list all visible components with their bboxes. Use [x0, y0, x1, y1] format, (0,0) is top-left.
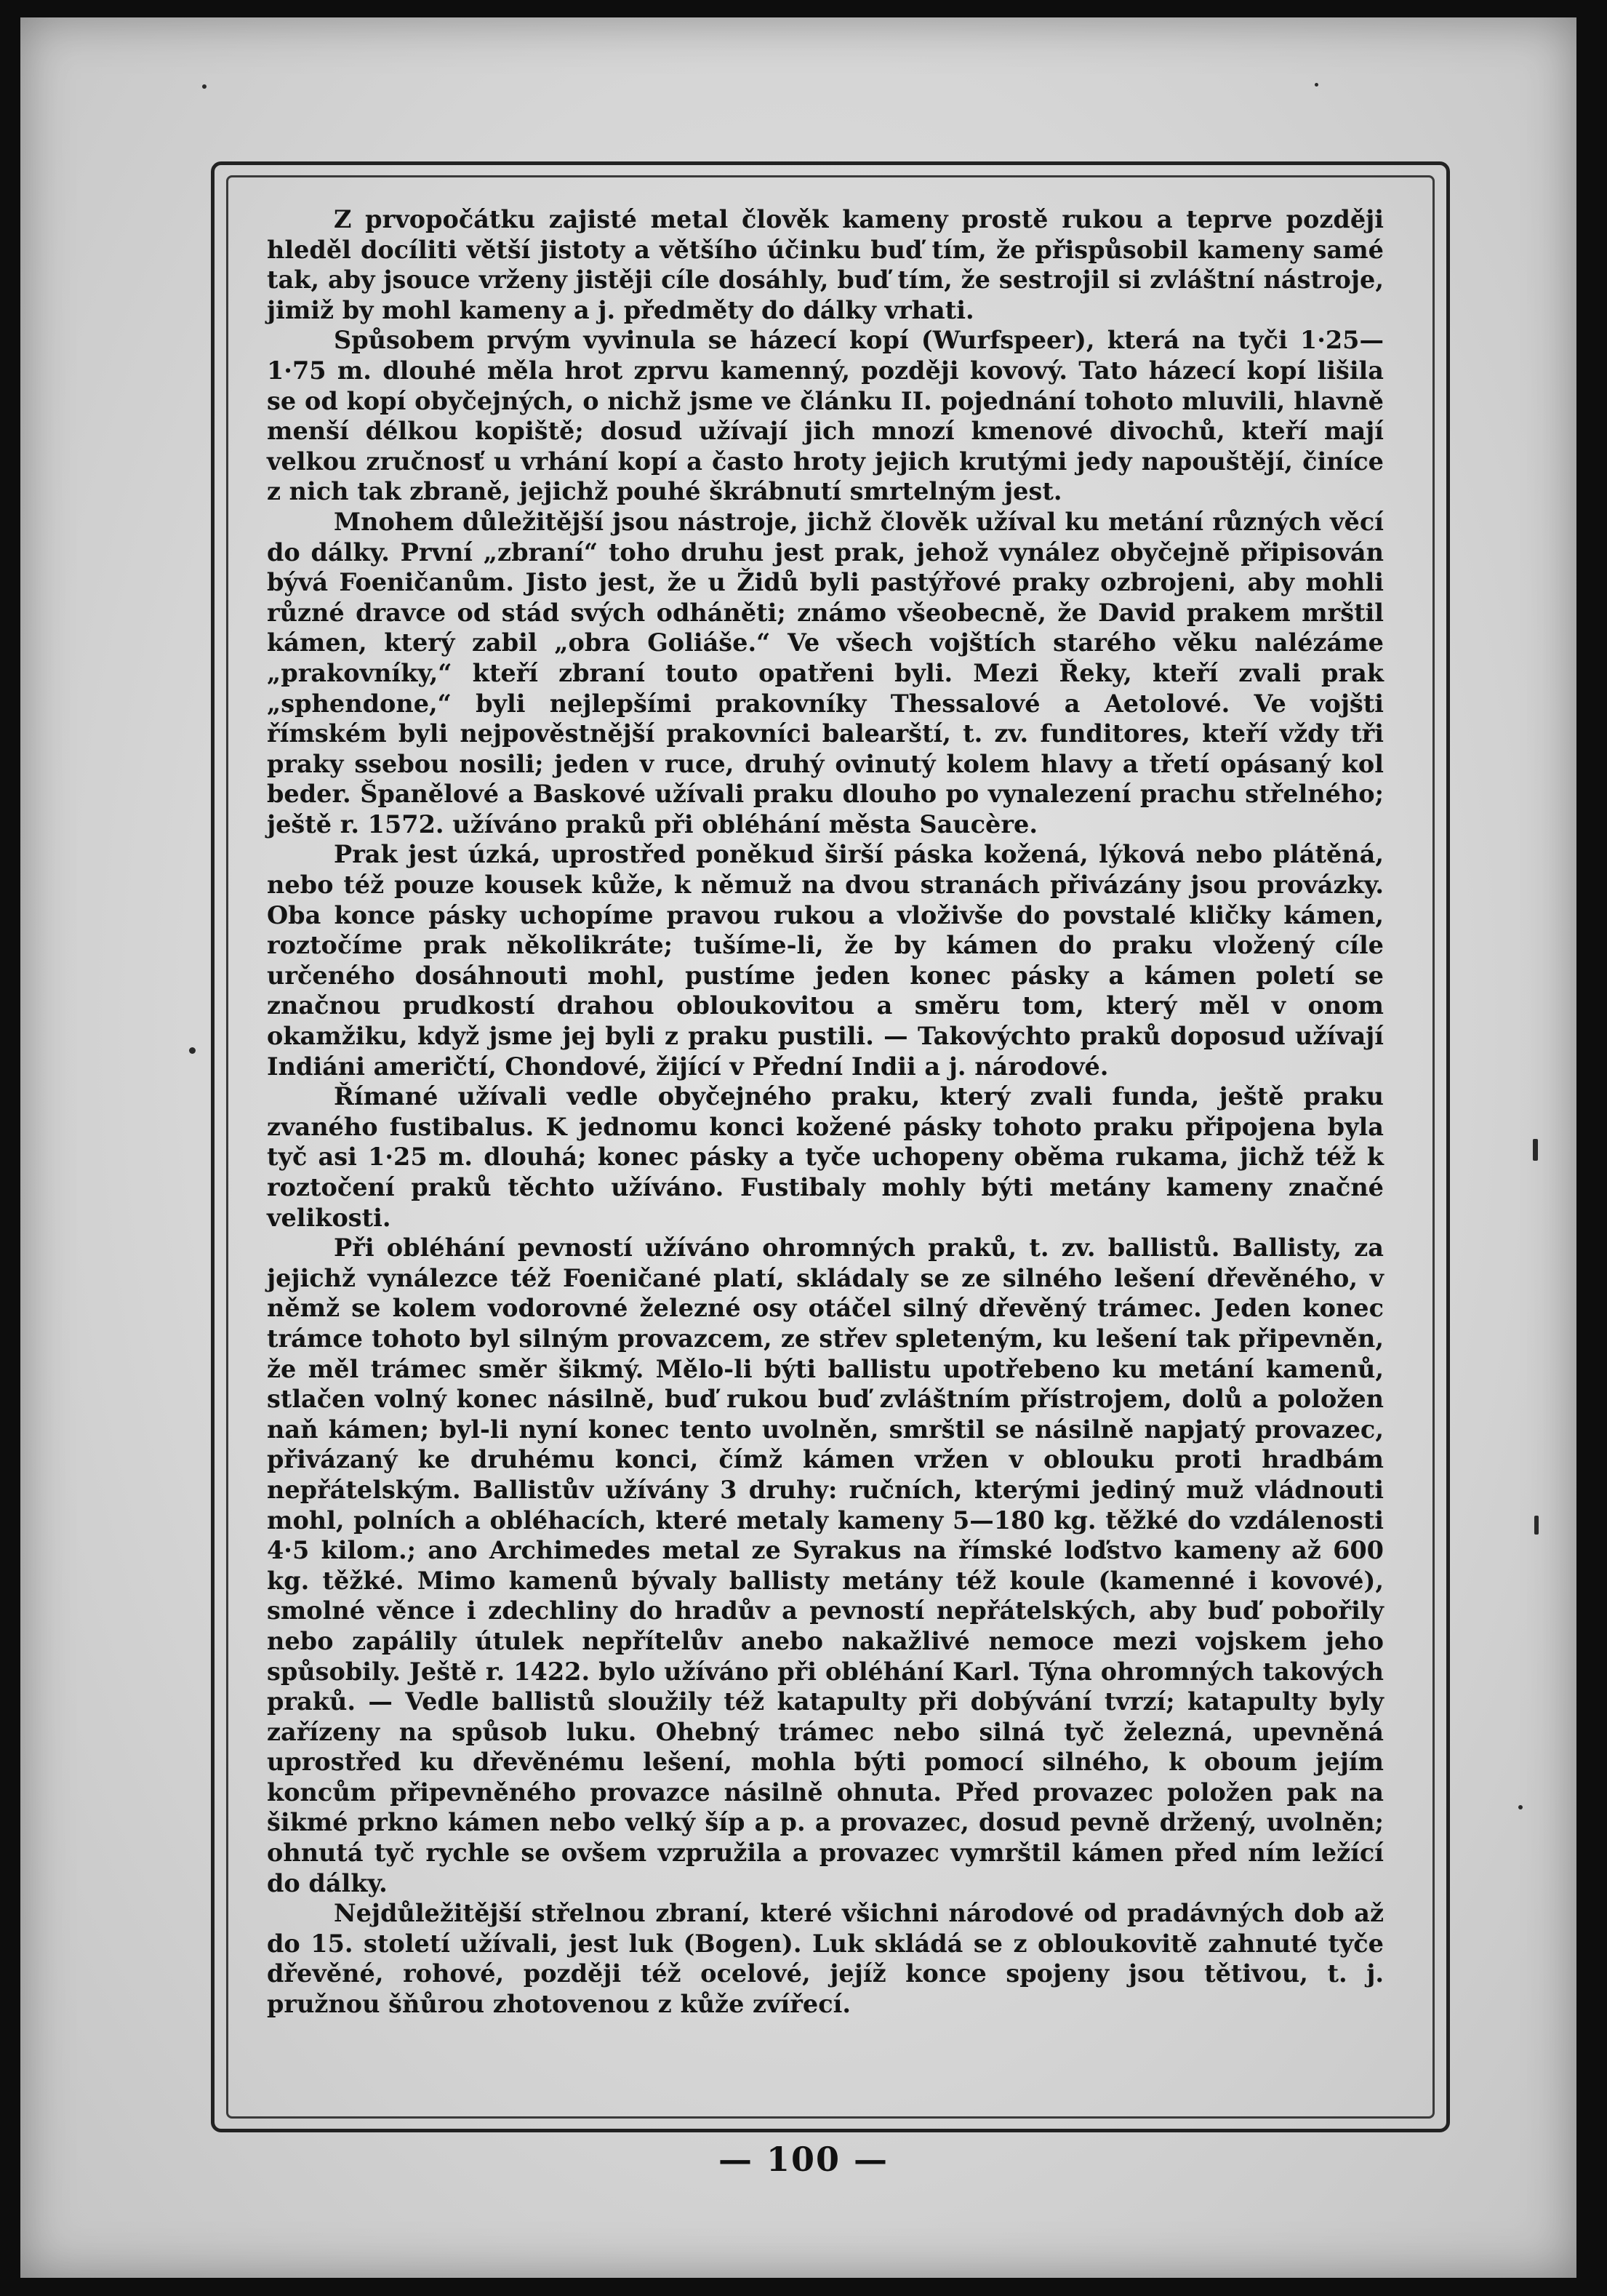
ornamental-frame [211, 161, 1450, 2132]
paragraph: Při obléhání pevností užíváno ohromných praků, t. zv. ballistů. Ballisty, za jejichž vynálezce též Foeničané platí, skládaly se ze silného lešení dřevěného, v němž se kolem vodorovné železné osy otáčel silný dřevěný trámec. Jeden konec trámce tohoto byl silným provazcem, ze střev spleteným, ku lešení tak připevněn, že měl trámec směr šikmý. Mělo-li býti ballistu upotřebeno ku metání kamenů, stlačen volný konec násilně, buď rukou buď zvláštním přístrojem, dolů a položen naň kámen; byl-li nyní konec tento uvolněn, smrštil se násilně napjatý provazec, přivázaný ke druhému konci, čímž kámen vržen v oblouku proti hradbám nepřátelským. Ballistův užívány 3 druhy: ručních, kterými jediný muž vládnouti mohl, polních a obléhacích, které metaly kameny 5—180 kg. těžké do vzdálenosti 4·5 kilom.; ano Archimedes metal ze Syrakus na římské loďstvo kameny až 600 kg. těžké. Mimo kamenů bývaly ballisty metány též koule (kamenné i kovové), smolné věnce i zdechliny do hradův a pevností nepřátelských, aby buď pobořily nebo zapálily útulek nepřítelův anebo nakažlivé nemoce mezi vojskem jeho spůsobily. Ještě r. 1422. bylo užíváno při obléhání Karl. Týna ohromných takových praků. — Vedle ballistů sloužily též katapulty při dobývání tvrzí; katapulty byly zařízeny na spůsob luku. Ohebný trámec nebo silná tyč železná, upevněná uprostřed ku dřevěnému lešení, mohla býti pomocí silného, k oboum jejím koncům připevněného provazce násilně ohnuta. Před provazec položen pak na šikmé prkno kámen nebo velký šíp a p. a provazec, dosud pevně držený, uvolněn; ohnutá tyč rychle se ovšem vzpružila a provazec vymrštil kámen před ním ležící do dálky. [267, 1233, 1384, 1897]
page-number: — 100 — [718, 2140, 889, 2179]
paragraph: Spůsobem prvým vyvinula se házecí kopí (Wurfspeer), která na tyči 1·25—1·75 m. dlouhé měla hrot zprvu kamenný, později kovový. Tato házecí kopí lišila se od kopí obyčejných, o nichž jsme ve článku II. pojednání tohoto mluvili, hlavně menší délkou kopiště; dosud užívají jich mnozí kmenové divochů, kteří mají velkou zručnosť u vrhání kopí a často hroty jejich krutými jedy napouštějí, činíce z nich tak zbraně, jejichž pouhé škrábnutí smrtelným jest. [267, 326, 1384, 506]
ink-speck [1533, 1139, 1538, 1161]
paragraph: Římané užívali vedle obyčejného praku, který zvali funda, ještě praku zvaného fustibalus. K jednomu konci kožené pásky tohoto praku připojena byla tyč asi 1·25 m. dlouhá; konec pásky a tyče uchopeny oběma rukama, jichž též k roztočení praků těchto užíváno. Fustibaly mohly býti metány kameny značné velikosti. [267, 1082, 1384, 1232]
ink-speck [189, 1047, 196, 1054]
paragraph: Z prvopočátku zajisté metal člověk kameny prostě rukou a teprve později hleděl docíliti větší jistoty a většího účinku buď tím, že přispůsobil kameny samé tak, aby jsouce vrženy jistěji cíle dosáhly, buď tím, že sestrojil si zvláštní nástroje, jimiž by mohl kameny a j. předměty do dálky vrhati. [267, 205, 1384, 324]
ink-speck [1518, 1805, 1523, 1809]
paragraph: Mnohem důležitější jsou nástroje, jichž člověk užíval ku metání různých věcí do dálky. První „zbraní“ toho druhu jest prak, jehož vynález obyčejně připisován bývá Foeničanům. Jisto jest, že u Židů byli pastýřové praky ozbrojeni, aby mohli různé dravce od stád svých odháněti; známo všeobecně, že David prakem mrštil kámen, který zabil „obra Goliáše.“ Ve všech vojštích starého věku nalézáme „prakovníky,“ kteří zbraní touto opatřeni byli. Mezi Řeky, kteří zvali prak „sphendone,“ byli nejlepšími prakovníky Thessalové a Aetolové. Ve vojšti římském byli nejpověstnější prakovníci balearští, t. zv. funditores, kteří vždy tři praky ssebou nosili; jeden v ruce, druhý ovinutý kolem hlavy a třetí opásaný kol beder. Španělové a Baskové užívali praku dlouho po vynalezení prachu střelného; ještě r. 1572. užíváno praků při obléhání města Saucère. [267, 507, 1384, 839]
ink-speck [1534, 1516, 1539, 1535]
article-text [267, 204, 1384, 2020]
ink-speck [1315, 83, 1318, 87]
paragraph: Nejdůležitější střelnou zbraní, které všichni národové od pradávných dob až do 15. století užívali, jest luk (Bogen). Luk skládá se z obloukovitě zahnuté tyče dřevěné, rohové, později též ocelové, jejíž konce spojeny jsou tětivou, t. j. pružnou šňůrou zhotovenou z kůže zvířecí. [267, 1899, 1384, 2019]
paragraph: Prak jest úzká, uprostřed poněkud širší páska kožená, lýková nebo plátěná, nebo též pouze kousek kůže, k němuž na dvou stranách přivázány jsou provázky. Oba konce pásky uchopíme pravou rukou a vloživše do povstalé kličky kámen, roztočíme prak několikráte; tušíme-li, že by kámen do praku vložený cíle určeného dosáhnouti mohl, pustíme jeden konec pásky a kámen poletí se značnou prudkostí drahou obloukovitou a směru tom, který měl v onom okamžiku, když jsme jej byli z praku pustili. — Takovýchto praků doposud užívají Indiáni američtí, Chondové, žijící v Přední Indii a j. národové. [267, 840, 1384, 1081]
ink-speck [202, 84, 207, 89]
scanned-page [20, 17, 1576, 2278]
